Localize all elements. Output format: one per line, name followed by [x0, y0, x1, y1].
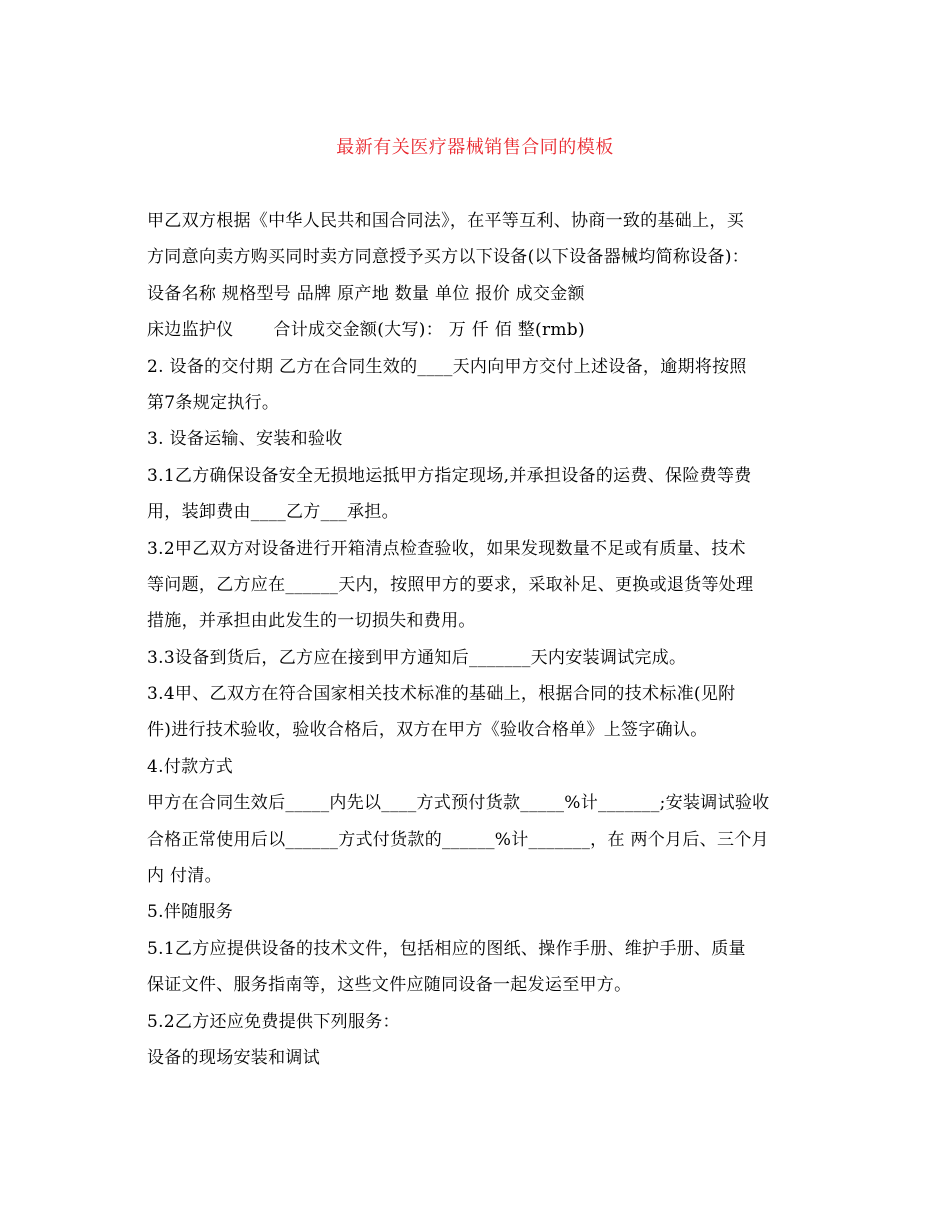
body-line: 件)进行技术验收，验收合格后，双方在甲方《验收合格单》上签字确认。: [147, 720, 708, 741]
body-line: 3.4甲、乙双方在符合国家相关技术标准的基础上，根据合同的技术标准(见附: [147, 684, 736, 705]
body-line: 2. 设备的交付期 乙方在合同生效的____天内向甲方交付上述设备，逾期将按照: [147, 356, 747, 377]
body-line: 3.3设备到货后，乙方应在接到甲方通知后_______天内安装调试完成。: [147, 647, 687, 668]
body-line: 床边监护仪 合计成交金额(大写)： 万 仟 佰 整(rmb): [147, 320, 585, 341]
body-line: 甲乙双方根据《中华人民共和国合同法》，在平等互利、协商一致的基础上，买: [147, 211, 744, 231]
body-line: 等问题，乙方应在______天内，按照甲方的要求，采取补足、更换或退货等处理: [147, 574, 754, 595]
body-line: 甲方在合同生效后_____内先以____方式预付货款_____%计_______;安装调试验收: [147, 793, 770, 814]
body-line: 5.伴随服务: [147, 902, 234, 923]
body-line: 措施，并承担由此发生的一切损失和费用。: [147, 611, 476, 632]
document-body: [147, 203, 817, 1076]
document-title: 最新有关医疗器械销售合同的模板: [336, 137, 614, 158]
body-line: 设备的现场安装和调试: [147, 1047, 320, 1068]
body-line: 3. 设备运输、安装和验收: [147, 429, 343, 450]
body-line: 方同意向卖方购买同时卖方同意授予买方以下设备(以下设备器械均简称设备)：: [147, 247, 750, 268]
body-line: 用，装卸费由____乙方___承担。: [147, 502, 399, 523]
body-line: 设备名称 规格型号 品牌 原产地 数量 单位 报价 成交金额: [147, 283, 585, 304]
body-line: 5.1乙方应提供设备的技术文件，包括相应的图纸、操作手册、维护手册、质量: [147, 938, 746, 959]
body-line: 5.2乙方还应免费提供下列服务：: [147, 1011, 400, 1032]
body-line: 合格正常使用后以______方式付货款的______%计_______，在 两个月后、三个月: [147, 829, 769, 850]
body-line: 4.付款方式: [147, 756, 234, 777]
body-line: 保证文件、服务指南等，这些文件应随同设备一起发运至甲方。: [147, 975, 632, 996]
body-line: 3.1乙方确保设备安全无损地运抵甲方指定现场,并承担设备的运费、保险费等费: [147, 465, 752, 486]
body-line: 第7条规定执行。: [147, 392, 280, 413]
body-line: 内 付清。: [147, 866, 222, 887]
body-line: 3.2甲乙双方对设备进行开箱清点检查验收，如果发现数量不足或有质量、技术: [147, 538, 746, 559]
